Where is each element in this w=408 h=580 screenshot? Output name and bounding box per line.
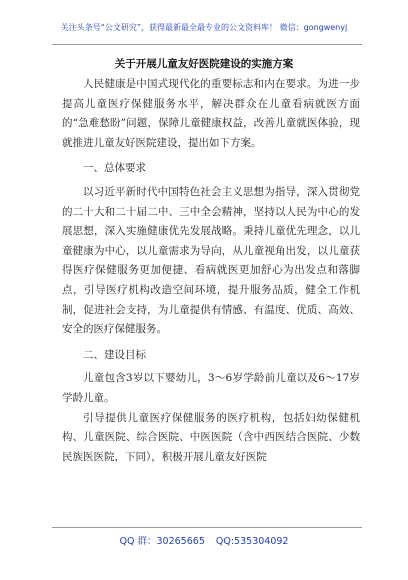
footer-qq-group: QQ 群：30265665 xyxy=(119,536,205,547)
spacer xyxy=(62,340,360,344)
footer-qq: QQ:535304092 xyxy=(215,536,289,547)
goals-paragraph-age: 儿童包含3岁以下婴幼儿，3～6岁学龄前儿童以及6～17岁学龄儿童。 xyxy=(62,372,360,404)
spacer xyxy=(62,153,360,157)
general-requirements-paragraph: 以习近平新时代中国特色社会主义思想为指导，深入贯彻党的二十大和二十届二中、三中全会精神，坚持以人民为中心的发展思想，深入实施健康优先发展战略。秉持儿童优先理念，以儿童健康为中心，以儿童需求为导向，从儿童视角出发，以儿童获得医疗保健服务更加便捷、看病就医更加舒心为出发点和落脚点，引导医疗机构改造空间环境，提升服务品质，健全工作机制，促进社会支持，为儿童提供有情感、有温度、优质、高效、安全的医疗保健服务。 xyxy=(62,185,360,336)
intro-paragraph: 人民健康是中国式现代化的重要标志和内在要求。为进一步提高儿童医疗保健服务水平，解决群众在儿童看病就医方面的“急难愁盼”问题，保障儿童健康权益，改善儿童就医体验，现就推进儿童友好医院建设，提出如下方案。 xyxy=(62,78,360,149)
goals-paragraph-institutions: 引导提供儿童医疗保健服务的医疗机构，包括妇幼保健机构、儿童医院、综合医院、中医医院（含中西医结合医院、少数民族医医院，下同），积极开展儿童友好医院 xyxy=(62,411,360,463)
document-body xyxy=(62,75,360,467)
footer-divider xyxy=(52,527,362,528)
section-heading-goals: 二、建设目标 xyxy=(83,348,146,361)
section-heading-general: 一、总体要求 xyxy=(83,162,146,175)
document-title: 关于开展儿童友好医院建设的实施方案 xyxy=(114,58,294,70)
header-divider xyxy=(52,44,362,45)
footer xyxy=(0,533,408,547)
promo-banner: 关注头条号“公文研究”，获得最新最全最专业的公文资料库！ 微信：gongwenyj xyxy=(60,23,348,32)
